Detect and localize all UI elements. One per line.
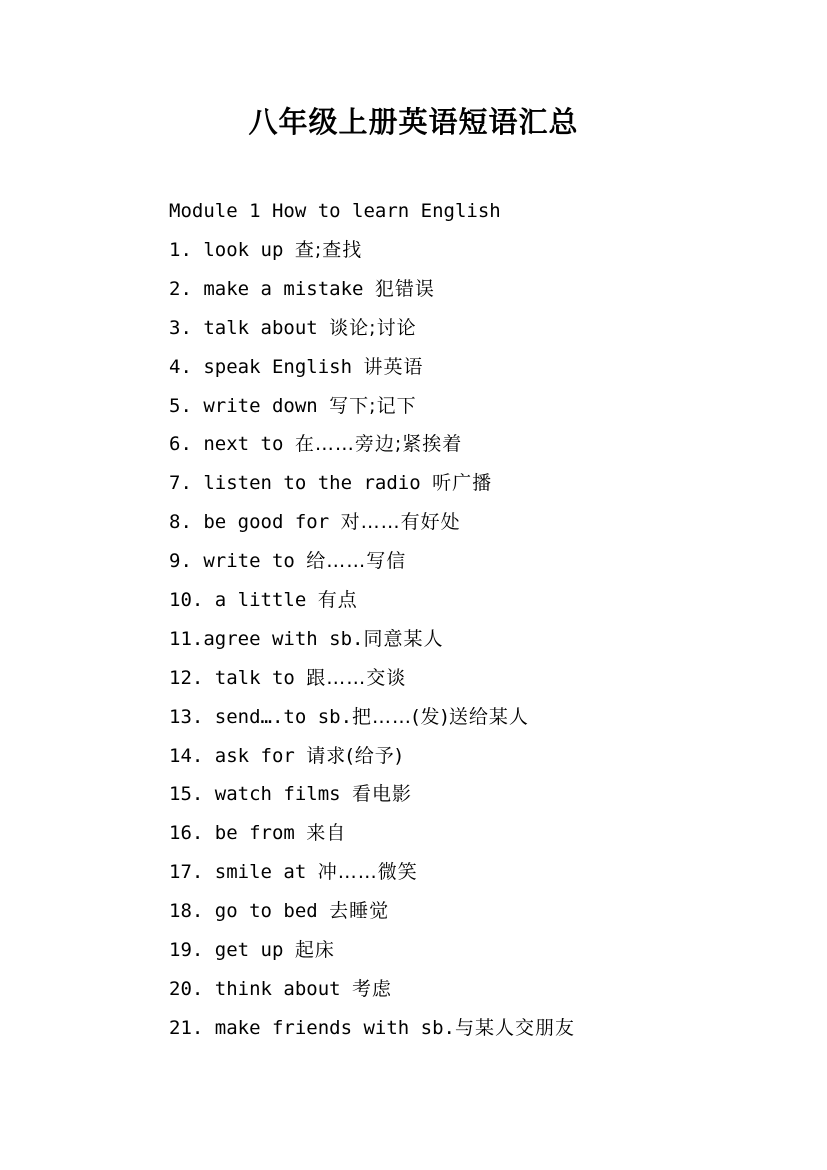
phrase-number: 8.	[169, 511, 204, 534]
phrase-english: talk to	[214, 666, 307, 689]
phrase-number: 19.	[169, 939, 215, 962]
phrase-list	[169, 236, 575, 1053]
phrase-number: 2.	[169, 277, 204, 300]
phrase-number: 13.	[169, 705, 215, 728]
phrase-item	[169, 469, 575, 508]
phrase-english: write to	[203, 550, 307, 573]
phrase-chinese: 写下;记下	[329, 394, 417, 417]
phrase-number: 3.	[169, 316, 204, 339]
phrase-item	[169, 936, 575, 975]
phrase-english: make friends with sb.	[214, 1016, 455, 1039]
phrase-chinese: 同意某人	[363, 627, 444, 650]
phrase-english: watch films	[214, 783, 353, 806]
phrase-chinese: 把……(发)送给某人	[352, 705, 529, 728]
phrase-item	[169, 275, 575, 314]
phrase-english: get up	[214, 939, 295, 962]
phrase-chinese: 给……写信	[306, 550, 407, 573]
phrase-item	[169, 547, 575, 586]
phrase-english: be from	[214, 822, 307, 845]
phrase-item	[169, 625, 575, 664]
phrase-number: 11.	[169, 627, 204, 650]
phrase-english: listen to the radio	[203, 472, 433, 495]
phrase-item	[169, 236, 575, 275]
phrase-number: 9.	[169, 550, 204, 573]
phrase-english: send….to sb.	[214, 705, 353, 728]
phrase-english: write down	[203, 394, 330, 417]
phrase-number: 17.	[169, 861, 215, 884]
phrase-english: make a mistake	[203, 277, 375, 300]
phrase-number: 10.	[169, 589, 215, 612]
phrase-english: think about	[214, 977, 353, 1000]
phrase-item	[169, 508, 575, 547]
phrase-chinese: 去睡觉	[329, 900, 390, 923]
phrase-chinese: 讲英语	[363, 355, 424, 378]
phrase-english: be good for	[203, 511, 341, 534]
phrase-chinese: 请求(给予)	[306, 744, 404, 767]
phrase-number: 1.	[169, 239, 204, 261]
document-title: 八年级上册英语短语汇总	[248, 105, 579, 139]
phrase-item	[169, 819, 575, 858]
phrase-chinese: 看电影	[352, 783, 413, 806]
phrase-item	[169, 703, 575, 742]
phrase-chinese: 犯错误	[374, 277, 435, 300]
phrase-chinese: 查;查找	[294, 239, 363, 261]
phrase-item	[169, 353, 575, 392]
phrase-number: 12.	[169, 666, 215, 689]
phrase-chinese: 听广播	[432, 472, 493, 495]
phrase-number: 16.	[169, 822, 215, 845]
phrase-chinese: 有点	[317, 589, 358, 612]
phrase-number: 21.	[169, 1016, 215, 1039]
phrase-english: ask for	[214, 744, 307, 767]
phrase-number: 4.	[169, 355, 204, 378]
phrase-english: look up	[203, 239, 295, 261]
phrase-item	[169, 586, 575, 625]
phrase-item	[169, 314, 575, 353]
phrase-item	[169, 664, 575, 703]
phrase-chinese: 考虑	[352, 977, 393, 1000]
phrase-chinese: 与某人交朋友	[454, 1016, 575, 1039]
phrase-chinese: 对……有好处	[340, 511, 461, 534]
phrase-chinese: 来自	[306, 822, 347, 845]
phrase-english: next to	[203, 433, 295, 456]
phrase-item	[169, 1014, 575, 1053]
phrase-item	[169, 975, 575, 1014]
phrase-item	[169, 392, 575, 431]
phrase-number: 20.	[169, 977, 215, 1000]
module-heading: Module 1 How to learn English	[169, 200, 501, 222]
phrase-english: a little	[214, 589, 318, 612]
phrase-english: smile at	[214, 861, 318, 884]
phrase-english: talk about	[203, 316, 330, 339]
phrase-english: speak English	[203, 355, 364, 378]
phrase-chinese: 谈论;讨论	[329, 316, 417, 339]
phrase-number: 18.	[169, 900, 215, 923]
phrase-english: go to bed	[214, 900, 330, 923]
phrase-item	[169, 742, 575, 781]
phrase-chinese: 冲……微笑	[317, 861, 418, 884]
phrase-number: 6.	[169, 433, 204, 456]
phrase-number: 14.	[169, 744, 215, 767]
phrase-chinese: 起床	[294, 939, 335, 962]
phrase-chinese: 跟……交谈	[306, 666, 407, 689]
phrase-chinese: 在……旁边;紧挨着	[294, 433, 463, 456]
phrase-number: 15.	[169, 783, 215, 806]
phrase-item	[169, 897, 575, 936]
phrase-item	[169, 430, 575, 469]
phrase-english: agree with sb.	[203, 627, 364, 650]
phrase-item	[169, 858, 575, 897]
phrase-number: 5.	[169, 394, 204, 417]
phrase-item	[169, 780, 575, 819]
phrase-number: 7.	[169, 472, 204, 495]
